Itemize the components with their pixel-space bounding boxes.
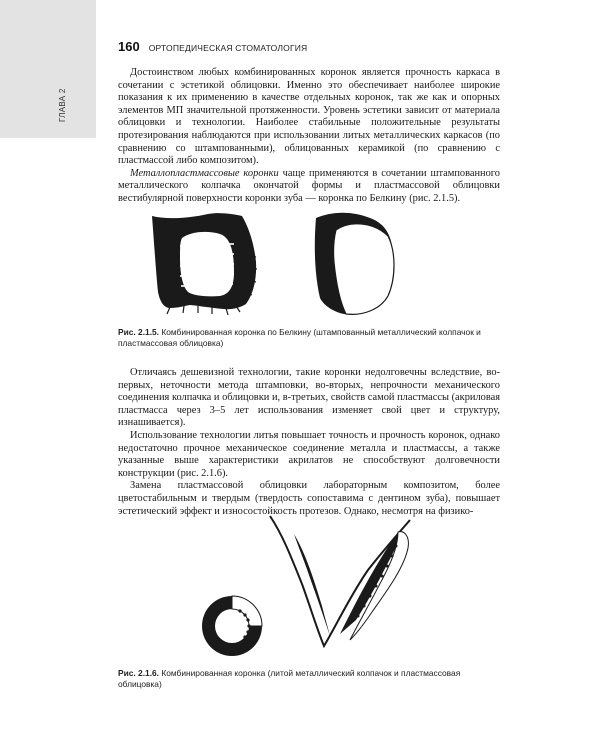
paragraph: Использование технологии литья повышает точность и прочность коронок, однако недостаточно прочное механическое соединение металла и пластмассы, а также указанные выше характеристики акрилатов не способствуют долговечности конструкции (рис. 2.1.6). — [118, 429, 500, 479]
crown-metal-left — [294, 534, 330, 636]
facing-window — [180, 232, 234, 296]
cast-crown-cross-section — [202, 596, 262, 656]
page-header — [118, 39, 500, 54]
belkin-crown-side-view — [315, 213, 394, 315]
figure-2-1-6 — [190, 514, 420, 664]
belkin-crown-front-view — [152, 213, 257, 315]
crown-metal-right — [340, 532, 402, 634]
caption-text: Комбинированная коронка (литой металлический колпачок и пластмассовая облицовка) — [118, 668, 461, 689]
crown-side-facing — [334, 224, 394, 315]
paragraph-metal-plastic — [118, 168, 500, 206]
caption-text: Комбинированная коронка по Белкину (штампованный металлический колпачок и пластмассовая облицовка) — [118, 327, 481, 348]
paragraph: Отличаясь дешевизной технологии, такие коронки недолговечны вследствие, во-первых, неточности метода штамповки, во-вторых, непрочности механического соединения колпачка и облицовки и, в-третьих, свойств самой пластмассы (акриловая пластмасса через 3–5 лет использования изменяет свой цвет и структуру, изнашивается). — [118, 367, 500, 429]
figure-label: Рис. 2.1.5. — [118, 327, 159, 337]
paragraph: Достоинством любых комбинированных коронок является прочность каркаса в сочетании с эстетикой облицовки. Именно это обеспечивает наиболее широкие показания к их применению в качестве отдельных коронок, так же как и опорных элементов МП значительной протяженности. Уровень эстетики зависит от материала облицовки и технологии. Наиболее стабильные положительные результаты протезирования наблюдаются при использовании литых металлических каркасов (по сравнению со штампованными), облицованных керамикой (по сравнению с пластмассой либо композитом). — [118, 67, 500, 167]
text-block-top — [118, 67, 500, 206]
running-head: ОРТОПЕДИЧЕСКАЯ СТОМАТОЛОГИЯ — [148, 43, 308, 53]
chapter-label: ГЛАВА 2 — [58, 88, 67, 122]
figure-caption-2-1-5 — [118, 327, 500, 349]
figure-label: Рис. 2.1.6. — [118, 668, 159, 678]
paragraph-text: чаще применяются в сочетании штампованного металлического колпачка окончатой формы и пластмассовой облицовки вестибулярной поверхности коронки зуба — коронка по Белкину (рис. 2.1.5). — [118, 167, 500, 204]
chapter-side-tab — [0, 0, 96, 138]
cast-crown-longitudinal-section — [270, 516, 410, 646]
page-number: 160 — [118, 39, 140, 54]
figure-caption-2-1-6 — [118, 668, 500, 690]
figure-2-1-5 — [150, 212, 450, 320]
paragraph: Замена пластмассовой облицовки лабораторным композитом, более цветостабильным и твердым (твердость сопоставима с дентином зуба), повышает эстетический эффект и износостойкость протезов. Однако, несмотря на физико- — [118, 480, 500, 517]
text-block-bottom — [118, 367, 500, 518]
term-italic: Металлопластмассовые коронки — [130, 167, 279, 179]
